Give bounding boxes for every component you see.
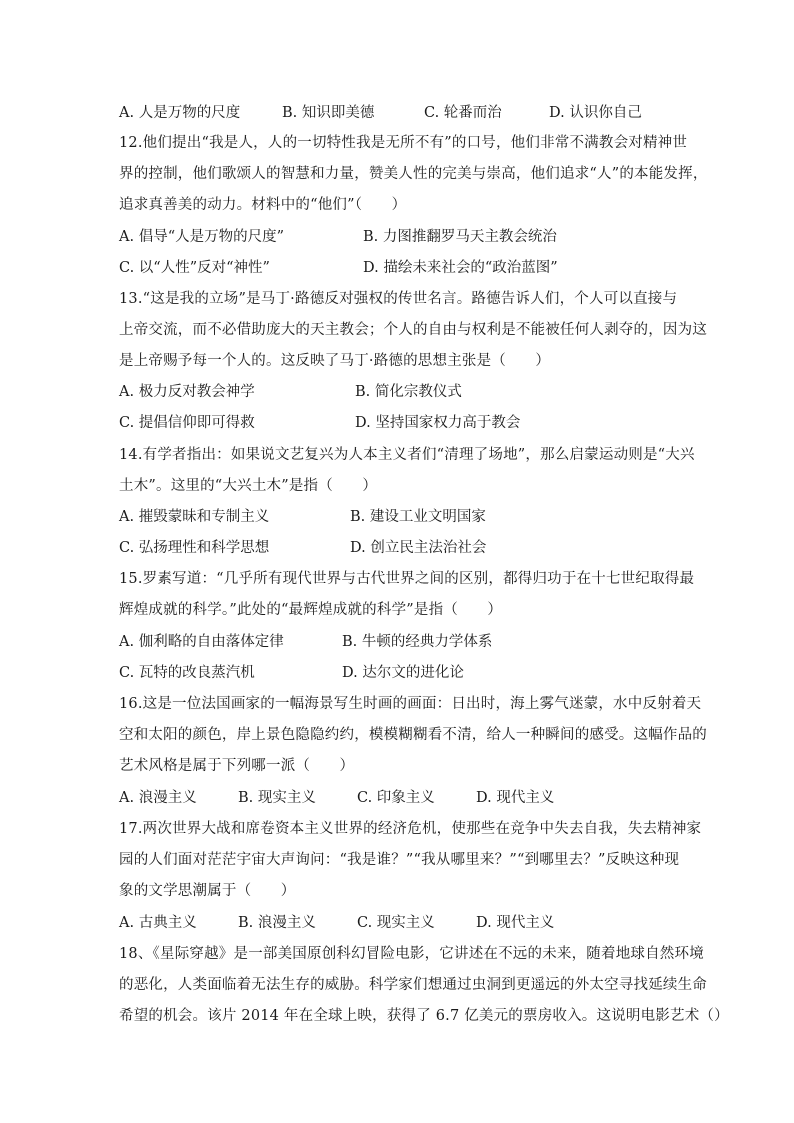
q14-option-d[interactable]: D. 创立民主法治社会 bbox=[350, 540, 487, 556]
q13-option-c[interactable]: C. 提倡信仰即可得救 bbox=[119, 415, 255, 431]
q16-options bbox=[119, 788, 679, 808]
q13-options-row-1 bbox=[119, 382, 679, 402]
q17-stem-line-1: 17.两次世界大战和席卷资本主义世界的经济危机，使那些在竞争中失去自我，失去精神家 bbox=[119, 821, 702, 837]
q15-option-d[interactable]: D. 达尔文的进化论 bbox=[342, 665, 464, 681]
q13-option-d[interactable]: D. 坚持国家权力高于教会 bbox=[355, 415, 521, 431]
q18-stem-line-3: 希望的机会。该片 2014 年在全球上映，获得了 6.7 亿美元的票房收入。这说明电影艺术（） bbox=[119, 1008, 729, 1024]
q12-stem-line-1: 12.他们提出“我是人，人的一切特性我是无所不有”的口号，他们非常不满教会对精神世 bbox=[119, 135, 688, 151]
q16-option-d[interactable]: D. 现代主义 bbox=[476, 790, 555, 806]
q14-options-row-1 bbox=[119, 507, 679, 527]
q17-option-a[interactable]: A. 古典主义 bbox=[119, 915, 197, 931]
q12-option-d[interactable]: D. 描绘未来社会的“政治蓝图” bbox=[363, 260, 558, 276]
q16-stem-line-2: 空和太阳的颜色，岸上景色隐隐约约，模模糊糊看不清，给人一种瞬间的感受。这幅作品的 bbox=[119, 727, 707, 743]
q12-option-a[interactable]: A. 倡导“人是万物的尺度” bbox=[119, 229, 285, 245]
q12-stem-line-2: 界的控制，他们歌颂人的智慧和力量，赞美人性的完美与崇高，他们追求“人”的本能发挥， bbox=[119, 166, 708, 182]
q16-stem-line-1: 16.这是一位法国画家的一幅海景写生时画的画面：日出时，海上雾气迷蒙，水中反射着天 bbox=[119, 696, 702, 712]
q16-option-b[interactable]: B. 现实主义 bbox=[238, 790, 316, 806]
q15-options-row-2 bbox=[119, 663, 679, 683]
q14-stem-line-1: 14.有学者指出：如果说文艺复兴为人本主义者们“清理了场地”，那么启蒙运动则是“大兴 bbox=[119, 447, 695, 463]
q15-option-a[interactable]: A. 伽利略的自由落体定律 bbox=[119, 634, 284, 650]
q12-options-row-2 bbox=[119, 258, 679, 278]
q13-stem-line-3: 是上帝赐予每一个人的。这反映了马丁·路德的思想主张是（ ） bbox=[119, 353, 551, 369]
q17-options bbox=[119, 913, 679, 933]
q17-option-b[interactable]: B. 浪漫主义 bbox=[238, 915, 316, 931]
q15-stem-line-2: 辉煌成就的科学。”此处的“最辉煌成就的科学”是指（ ） bbox=[119, 602, 503, 618]
q18-stem-line-2: 的恶化，人类面临着无法生存的威胁。科学家们想通过虫洞到更遥远的外太空寻找延续生命 bbox=[119, 977, 707, 993]
q15-options-row-1 bbox=[119, 632, 679, 652]
q18-stem-line-1: 18、《星际穿越》是一部美国原创科幻冒险电影，它讲述在不远的未来，随着地球自然环境 bbox=[119, 946, 704, 962]
q14-option-c[interactable]: C. 弘扬理性和科学思想 bbox=[119, 540, 270, 556]
q16-option-c[interactable]: C. 印象主义 bbox=[357, 790, 435, 806]
q11-options bbox=[119, 103, 679, 123]
q12-options-row-1 bbox=[119, 227, 679, 247]
q13-stem-line-2: 上帝交流，而不必借助庞大的天主教会；个人的自由与权利是不能被任何人剥夺的，因为这 bbox=[119, 322, 707, 338]
q13-option-b[interactable]: B. 简化宗教仪式 bbox=[355, 384, 462, 400]
q15-stem-line-1: 15.罗素写道：“几乎所有现代世界与古代世界之间的区别，都得归功于在十七世纪取得最 bbox=[119, 571, 695, 587]
q16-option-a[interactable]: A. 浪漫主义 bbox=[119, 790, 197, 806]
q12-option-c[interactable]: C. 以“人性”反对“神性” bbox=[119, 260, 270, 276]
q13-options-row-2 bbox=[119, 413, 679, 433]
q14-option-b[interactable]: B. 建设工业文明国家 bbox=[350, 509, 486, 525]
q14-stem-line-2: 土木”。这里的“大兴土木”是指（ ） bbox=[119, 478, 378, 494]
q16-stem-line-3: 艺术风格是属于下列哪一派（ ） bbox=[119, 758, 355, 774]
q11-option-a[interactable]: A. 人是万物的尺度 bbox=[119, 105, 241, 121]
q11-option-c[interactable]: C. 轮番而治 bbox=[424, 105, 502, 121]
q13-option-a[interactable]: A. 极力反对教会神学 bbox=[119, 384, 255, 400]
q14-options-row-2 bbox=[119, 538, 679, 558]
q17-stem-line-2: 园的人们面对茫茫宇宙大声询问：“我是谁？”“我从哪里来？”“到哪里去？”反映这种现 bbox=[119, 852, 680, 868]
q15-option-c[interactable]: C. 瓦特的改良蒸汽机 bbox=[119, 665, 255, 681]
q12-option-b[interactable]: B. 力图推翻罗马天主教会统治 bbox=[363, 229, 557, 245]
q15-option-b[interactable]: B. 牛顿的经典力学体系 bbox=[342, 634, 493, 650]
q14-option-a[interactable]: A. 摧毁蒙昧和专制主义 bbox=[119, 509, 270, 525]
q12-stem-line-3: 追求真善美的动力。材料中的“他们”（ ） bbox=[119, 197, 407, 213]
q17-option-d[interactable]: D. 现代主义 bbox=[476, 915, 555, 931]
q17-option-c[interactable]: C. 现实主义 bbox=[357, 915, 435, 931]
q11-option-d[interactable]: D. 认识你自己 bbox=[549, 105, 642, 121]
q13-stem-line-1: 13.“这是我的立场”是马丁·路德反对强权的传世名言。路德告诉人们，个人可以直接与 bbox=[119, 291, 678, 307]
q11-option-b[interactable]: B. 知识即美德 bbox=[282, 105, 375, 121]
q17-stem-line-3: 象的文学思潮属于（ ） bbox=[119, 883, 296, 899]
